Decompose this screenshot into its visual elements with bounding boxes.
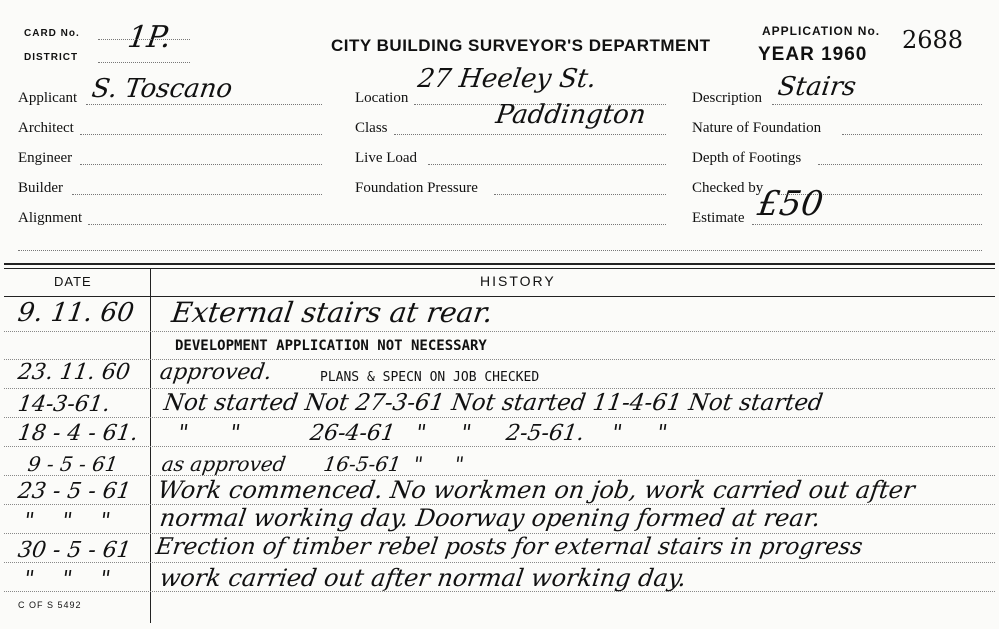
builder-line bbox=[72, 194, 322, 195]
nature-of-foundation-line bbox=[842, 134, 982, 135]
alignment-label: Alignment bbox=[18, 210, 83, 226]
location-label: Location bbox=[355, 90, 409, 106]
architect-line bbox=[80, 134, 322, 135]
history-entry: Work commenced. No workmen on job, work carried out after bbox=[156, 476, 917, 504]
form-code: C OF S 5492 bbox=[18, 600, 82, 610]
description-label: Description bbox=[692, 90, 762, 106]
class-label: Class bbox=[355, 120, 388, 136]
history-stamp: DEVELOPMENT APPLICATION NOT NECESSARY bbox=[175, 338, 487, 354]
application-no-label: APPLICATION No. bbox=[762, 24, 881, 38]
checked-by-label: Checked by bbox=[692, 180, 764, 196]
history-line bbox=[4, 446, 995, 447]
location-value-2: Paddington bbox=[493, 100, 648, 130]
history-entry: " " 26-4-61 " " 2-5-61. " " bbox=[176, 421, 669, 446]
history-date: 14-3-61. bbox=[16, 392, 112, 417]
live-load-line bbox=[428, 164, 666, 165]
applicant-label: Applicant bbox=[18, 90, 78, 106]
year-label: YEAR 1960 bbox=[758, 44, 868, 65]
history-header-rule bbox=[4, 296, 995, 297]
history-date: 18 - 4 - 61. bbox=[16, 421, 140, 446]
history-date: 30 - 5 - 61 bbox=[16, 538, 133, 563]
builder-label: Builder bbox=[18, 180, 63, 196]
estimate-value: £50 bbox=[755, 184, 826, 224]
location-value: 27 Heeley St. bbox=[415, 64, 599, 94]
history-line bbox=[4, 417, 995, 418]
history-line bbox=[4, 331, 995, 332]
history-entry: approved. bbox=[158, 360, 274, 385]
foundation-pressure-label: Foundation Pressure bbox=[355, 180, 478, 196]
district-label: DISTRICT bbox=[24, 52, 79, 63]
history-header: HISTORY bbox=[480, 273, 556, 289]
date-header: DATE bbox=[54, 274, 92, 289]
history-date: " " " bbox=[22, 509, 113, 534]
engineer-label: Engineer bbox=[18, 150, 73, 166]
history-top-rule-2 bbox=[4, 268, 995, 269]
history-line bbox=[4, 388, 995, 389]
history-date: 23. 11. 60 bbox=[16, 360, 132, 385]
applicant-value: S. Toscano bbox=[89, 74, 235, 104]
card-no-value: 1P. bbox=[125, 20, 174, 55]
history-top-rule bbox=[4, 263, 995, 265]
nature-of-foundation-label: Nature of Foundation bbox=[692, 120, 822, 136]
architect-label: Architect bbox=[18, 120, 74, 136]
history-line bbox=[4, 562, 995, 563]
engineer-line bbox=[80, 164, 322, 165]
blank-line bbox=[18, 250, 982, 251]
description-value: Stairs bbox=[775, 72, 858, 102]
estimate-line bbox=[752, 224, 982, 225]
description-line bbox=[772, 104, 982, 105]
history-line bbox=[4, 359, 995, 360]
depth-of-footings-line bbox=[818, 164, 982, 165]
history-date: " " " bbox=[22, 567, 113, 592]
card-no-line bbox=[98, 39, 190, 40]
history-entry: work carried out after normal working day. bbox=[158, 564, 689, 592]
history-date: 9. 11. 60 bbox=[15, 298, 136, 328]
estimate-label: Estimate bbox=[692, 210, 745, 226]
history-entry: normal working day. Doorway opening formed at rear. bbox=[158, 504, 823, 532]
history-date: 9 - 5 - 61 bbox=[26, 452, 120, 476]
live-load-label: Live Load bbox=[355, 150, 418, 166]
card-no-label: CARD No. bbox=[24, 28, 80, 39]
depth-of-footings-label: Depth of Footings bbox=[692, 150, 802, 166]
history-stamp: PLANS & SPECN ON JOB CHECKED bbox=[320, 370, 540, 385]
history-date: 23 - 5 - 61 bbox=[16, 479, 133, 504]
history-entry: as approved 16-5-61 " " bbox=[160, 452, 466, 476]
application-number: 2688 bbox=[902, 26, 964, 54]
history-entry: Erection of timber rebel posts for external stairs in progress bbox=[154, 534, 865, 560]
history-entry: Not started Not 27-3-61 Not started 11-4-61 Not started bbox=[162, 390, 825, 416]
department-title: CITY BUILDING SURVEYOR'S DEPARTMENT bbox=[331, 36, 711, 55]
history-entry: External stairs at rear. bbox=[169, 296, 495, 329]
applicant-line bbox=[86, 104, 322, 105]
district-line bbox=[98, 62, 190, 63]
foundation-pressure-line bbox=[494, 194, 666, 195]
alignment-line bbox=[88, 224, 666, 225]
class-line bbox=[394, 134, 666, 135]
